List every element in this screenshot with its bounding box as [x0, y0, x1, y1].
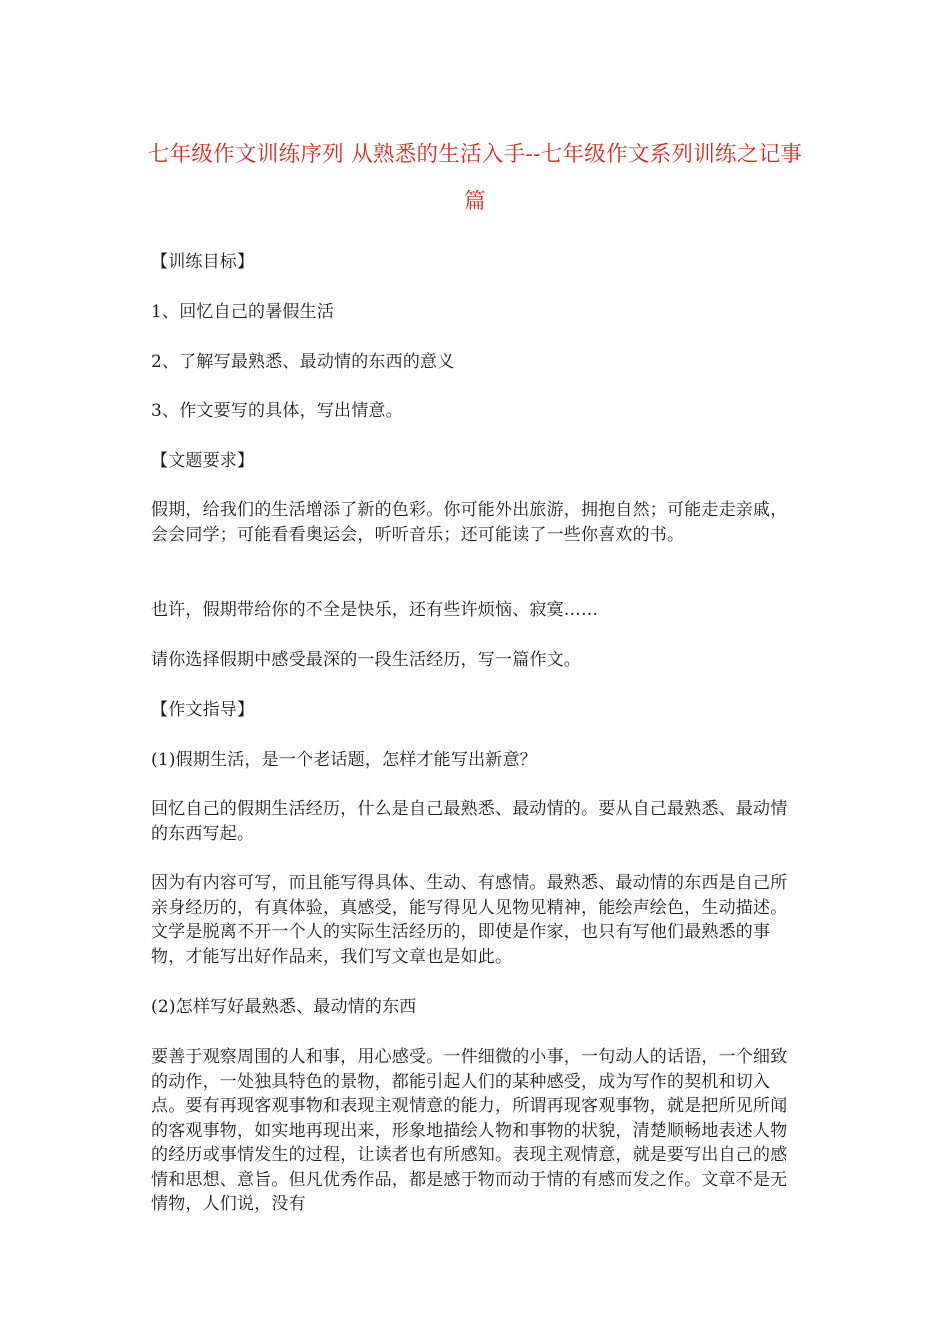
topic-heading: 【文题要求】 — [151, 451, 255, 471]
goal-item-1: 1、回忆自己的暑假生活 — [151, 302, 335, 322]
topic-paragraph-3: 请你选择假期中感受最深的一段生活经历，写一篇作文。 — [151, 650, 581, 670]
goal-item-3: 3、作文要写的具体，写出情意。 — [151, 401, 403, 421]
goal-item-2: 2、了解写最熟悉、最动情的东西的意义 — [151, 352, 455, 372]
guide-heading: 【作文指导】 — [151, 700, 255, 720]
topic-paragraph-2: 也许，假期带给你的不全是快乐，还有些许烦恼、寂寞…… — [151, 600, 599, 620]
guide-question-2: (2)怎样写好最熟悉、最动情的东西 — [151, 997, 417, 1017]
document-title: 七年级作文训练序列 从熟悉的生活入手--七年级作文系列训练之记事篇 — [147, 142, 803, 214]
guide-paragraph-1: 回忆自己的假期生活经历，什么是自己最熟悉、最动情的。要从自己最熟悉、最动情的东西写起。 — [151, 799, 788, 844]
goals-heading: 【训练目标】 — [151, 252, 255, 272]
topic-paragraph-1: 假期，给我们的生活增添了新的色彩。你可能外出旅游，拥抱自然；可能走走亲戚，会会同学；可能看看奥运会，听听音乐；还可能读了一些你喜欢的书。 — [151, 500, 788, 545]
guide-paragraph-2: 因为有内容可写，而且能写得具体、生动、有感情。最熟悉、最动情的东西是自己所亲身经历的，有真体验，真感受，能写得见人见物见精神，能绘声绘色，生动描述。文学是脱离不开一个人的实际生活经历的，即使是作家，也只有写他们最熟悉的事物，才能写出好作品来，我们写文章也是如此。 — [151, 873, 788, 967]
guide-question-1: (1)假期生活，是一个老话题，怎样才能写出新意？ — [151, 750, 537, 770]
guide-paragraph-3: 要善于观察周围的人和事，用心感受。一件细微的小事，一句动人的话语，一个细致的动作，一处独具特色的景物，都能引起人们的某种感受，成为写作的契机和切入点。要有再现客观事物和表现主观情意的能力，所谓再现客观事物，就是把所见所闻的客观事物，如实地再现出来，形象地描绘人物和事物的状貌，清楚顺畅地表述人物的经历或事情发生的过程，让读者也有所感知。表现主观情意，就是要写出自己的感情和思想、意旨。但凡优秀作品，都是感于物而动于情的有感而发之作。文章不是无情物，人们说，没有 — [151, 1047, 788, 1214]
